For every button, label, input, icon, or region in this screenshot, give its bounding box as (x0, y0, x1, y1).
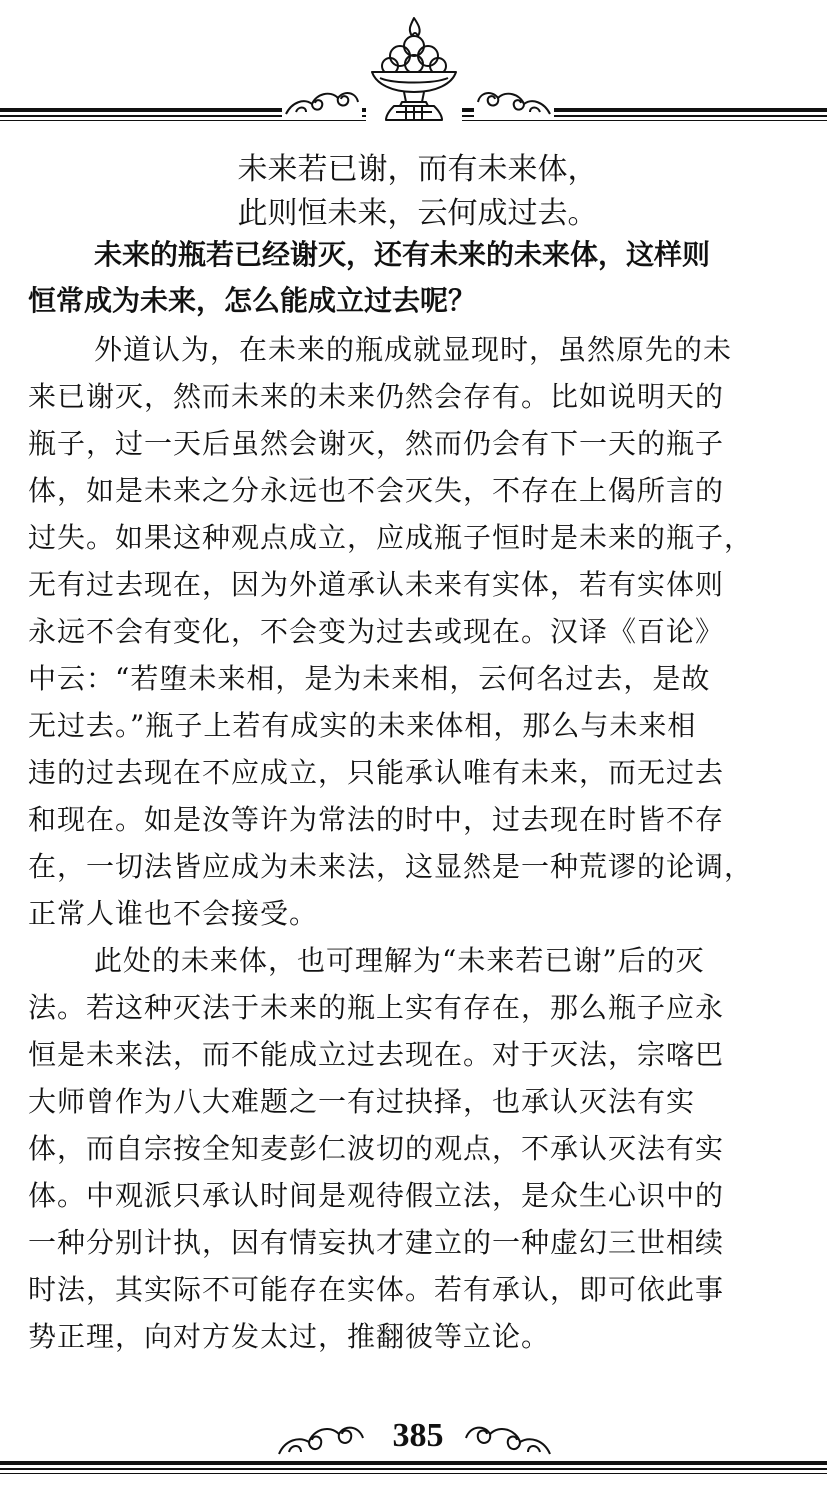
body-line: 此处的未来体，也可理解为“未来若已谢”后的灭 (94, 944, 705, 977)
translation-line: 恒常成为未来，怎么能成立过去呢？ (28, 284, 477, 317)
cloud-scroll-icon (282, 82, 362, 118)
body-line: 体，如是未来之分永远也不会灭失，不存在上偈所言的 (28, 474, 725, 507)
verse-translation (28, 232, 813, 324)
body-line: 体，而自宗按全知麦彭仁波切的观点，不承认灭法有实 (28, 1132, 725, 1165)
body-line: 法。若这种灭法于未来的瓶上实有存在，那么瓶子应永 (28, 991, 725, 1024)
body-line: 瓶子，过一天后虽然会谢灭，然而仍会有下一天的瓶子 (28, 427, 725, 460)
body-line: 外道认为，在未来的瓶成就显现时，虽然原先的未 (94, 333, 733, 366)
body-line: 违的过去现在不应成立，只能承认唯有未来，而无过去 (28, 756, 725, 789)
body-line: 过失。如果这种观点成立，应成瓶子恒时是未来的瓶子， (28, 521, 754, 554)
body-line: 永远不会有变化，不会变为过去或现在。汉译《百论》 (28, 615, 725, 648)
body-line: 在，一切法皆应成为未来法，这显然是一种荒谬的论调， (28, 850, 754, 883)
body-line: 正常人谁也不会接受。 (28, 897, 319, 930)
body-line: 一种分别计执，因有情妄执才建立的一种虚幻三世相续 (28, 1226, 725, 1259)
translation-line: 未来的瓶若已经谢灭，还有未来的未来体，这样则 (94, 238, 711, 271)
body-line: 体。中观派只承认时间是观待假立法，是众生心识中的 (28, 1179, 725, 1212)
body-text (28, 326, 813, 1360)
verse-line: 此则恒未来，云何成过去。 (237, 196, 598, 231)
page-header-ornament (0, 0, 827, 130)
body-line: 势正理，向对方发太过，推翻彼等立论。 (28, 1320, 551, 1353)
body-line: 无有过去现在，因为外道承认未来有实体，若有实体则 (28, 568, 725, 601)
body-line: 大师曾作为八大难题之一有过抉择，也承认灭法有实 (28, 1085, 696, 1118)
footer-rule (0, 1461, 827, 1465)
cloud-scroll-icon (474, 82, 554, 118)
page-footer-ornament (0, 1405, 827, 1486)
body-line: 无过去。”瓶子上若有成实的未来体相，那么与未来相 (28, 709, 697, 742)
offering-bowl-icon (366, 12, 462, 127)
body-line: 来已谢灭，然而未来的未来仍然会存有。比如说明天的 (28, 380, 725, 413)
page-number: 385 (392, 1417, 444, 1454)
verse-line: 未来若已谢，而有未来体， (237, 152, 598, 187)
body-line: 中云：“若堕未来相，是为未来相，云何名过去，是故 (28, 662, 711, 695)
cloud-scroll-icon (275, 1414, 367, 1458)
body-line: 恒是未来法，而不能成立过去现在。对于灭法，宗喀巴 (28, 1038, 725, 1071)
body-line: 和现在。如是汝等许为常法的时中，过去现在时皆不存 (28, 803, 725, 836)
footer-rule (0, 1468, 827, 1470)
cloud-scroll-icon (462, 1414, 554, 1458)
body-line: 时法，其实际不可能存在实体。若有承认，即可依此事 (28, 1273, 725, 1306)
footer-rule (0, 1473, 827, 1474)
